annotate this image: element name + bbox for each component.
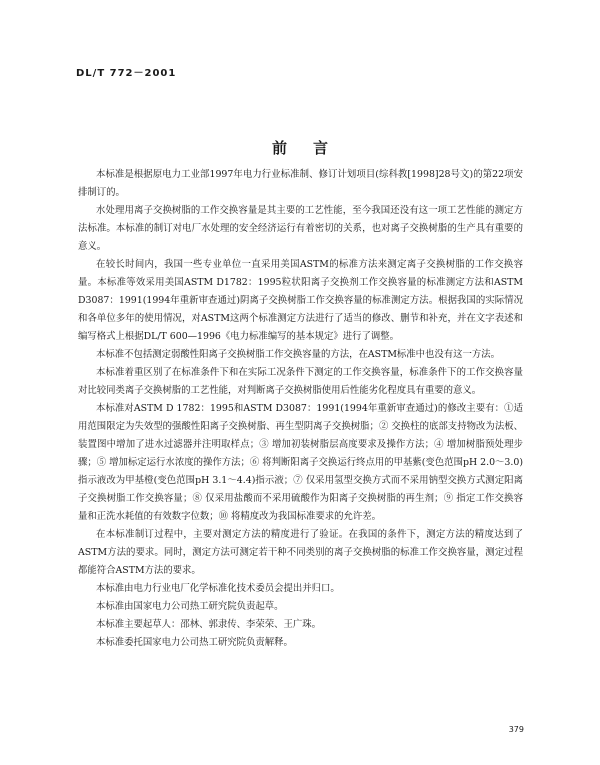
paragraph: 本标准是根据原电力工业部1997年电力行业标准制、修订计划项目(综科教[1998]28号文)的第22项安排制订的。 bbox=[78, 169, 523, 198]
standard-code-header: DL/T 772－2001 bbox=[76, 68, 177, 79]
paragraph: 在本标准制订过程中，主要对测定方法的精度进行了验证。在我国的条件下，测定方法的精度达到了ASTM方法的要求。同时，测定方法可测定若干种不同类别的离子交换树脂的标准工作交换容量，测定过程都能符合ASTM方法的要求。 bbox=[78, 529, 523, 576]
page-number: 379 bbox=[508, 725, 524, 734]
paragraph: 本标准不包括测定弱酸性阳离子交换树脂工作交换容量的方法，在ASTM标准中也没有这一方法。 bbox=[96, 349, 501, 360]
paragraph: 本标准着重区别了在标准条件下和在实际工况条件下测定的工作交换容量，标准条件下的工作交换容量对比较同类离子交换树脂的工艺性能，对判断离子交换树脂使用后性能劣化程度具有重要的意义。 bbox=[78, 367, 523, 396]
paragraph: 本标准委托国家电力公司热工研究院负责解释。 bbox=[96, 637, 293, 648]
paragraph: 本标准对ASTM D 1782：1995和ASTM D3087：1991(1994年重新审查通过)的修改主要有：①适用范围限定为失效型的强酸性阳离子交换树脂、再生型阴离子交换树脂；② 交换柱的底部支持物改为法板、装置图中增加了进水过滤器并注明取样点；③ 增加初装树脂层高度要求及操作方法；④ 增加树脂预处理步骤；⑤ 增加标定运行水浓度的操作方法；⑥ 将判断阳离子交换运行终点用的甲基紫(变色范围pH 2.0～3.0)指示液改为甲基橙(变色范围pH 3.1～4.4)指示液；⑦ 仅采用氢型交换方式而不采用钠型交换方式测定阳离子交换树脂工作交换容量；⑧ 仅采用盐酸而不采用硫酸作为阳离子交换树脂的再生剂；⑨ 指定工作交换容量和正洗水耗值的有效数字位数；⑩ 将精度改为我国标准要求的允许差。 bbox=[78, 403, 523, 522]
paragraph: 本标准由电力行业电厂化学标准化技术委员会提出并归口。 bbox=[96, 583, 340, 594]
paragraph: 本标准主要起草人：邵林、郭隶传、李荣荣、王广珠。 bbox=[96, 619, 322, 630]
title-char-2: 言 bbox=[313, 139, 329, 157]
paragraph: 本标准由国家电力公司热工研究院负责起草。 bbox=[96, 601, 284, 612]
preface-body bbox=[78, 166, 523, 652]
title-char-1: 前 bbox=[271, 139, 287, 157]
paragraph: 水处理用离子交换树脂的工作交换容量是其主要的工艺性能，至今我国还没有这一项工艺性能的测定方法标准。本标准的制订对电厂水处理的安全经济运行有着密切的关系，也对离子交换树脂的生产具有重要的意义。 bbox=[78, 205, 523, 252]
page-title bbox=[0, 137, 600, 158]
paragraph: 在较长时间内，我国一些专业单位一直采用美国ASTM的标准方法来测定离子交换树脂的工作交换容量。本标准等效采用美国ASTM D1782：1995粒状阳离子交换剂工作交换容量的标准测定方法和ASTM D3087：1991(1994年重新审查通过)阴离子交换树脂工作交换容量的标准测定方法。根据我国的实际情况和各单位多年的使用情况，对ASTM这两个标准测定方法进行了适当的修改、删节和补充，并在文字表述和编写格式上根据DL/T 600—1996《电力标准编写的基本规定》进行了调整。 bbox=[78, 259, 523, 342]
